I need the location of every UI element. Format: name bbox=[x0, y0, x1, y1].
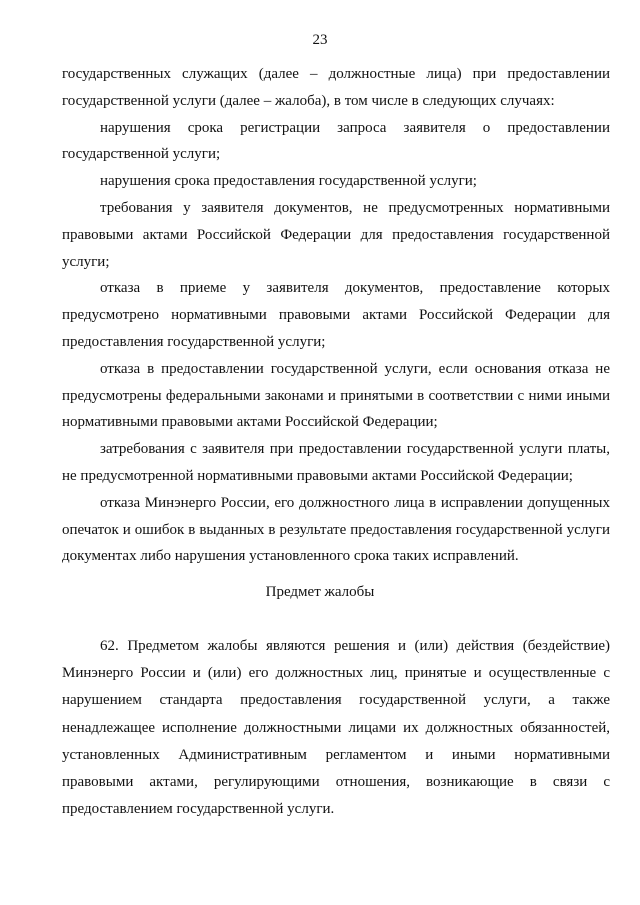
paragraph-continuation: государственных служащих (далее – должностные лица) при предоставлении государственной услуги (далее – жалоба), в том числе в следующих случаях: bbox=[62, 66, 610, 109]
paragraph-case-service-refused: отказа в предоставлении государственной услуги, если основания отказа не предусмотрены федеральными законами и принятыми в соответствии с ними иными нормативными правовыми актами Российской Федерации; bbox=[62, 360, 610, 431]
paragraph-62: 62. Предметом жалобы являются решения и (или) действия (бездействие) Минэнерго России и (или) его должностных лиц, принятые и осуществленные с нарушением стандарта предоставления государственной услуги, а также ненадлежащее исполнение должностными лицами их должностных обязанностей, установленных Административным регламентом и иными нормативными правовыми актами, регулирующими отношения, возникающие в связи с предоставлением государственной услуги. bbox=[62, 638, 610, 818]
page-number: 23 bbox=[312, 32, 328, 48]
paragraph-case-fee-demanded: затребования с заявителя при предоставлении государственной услуги платы, не предусмотренной нормативными правовыми актами Российской Федерации; bbox=[62, 441, 610, 484]
paragraph-case-errors-not-corrected: отказа Минэнерго России, его должностного лица в исправлении допущенных опечаток и ошибок в выданных в результате предоставления государственной услуги документах либо нарушения установленного срока таких исправлений. bbox=[62, 494, 610, 565]
section-text bbox=[62, 633, 610, 823]
paragraph-case-documents-required: требования у заявителя документов, не предусмотренных нормативными правовыми актами Российской Федерации для предоставления государственной услуги; bbox=[62, 199, 610, 270]
paragraph-case-documents-refused: отказа в приеме у заявителя документов, предоставление которых предусмотрено нормативными правовыми актами Российской Федерации для предоставления государственной услуги; bbox=[62, 280, 610, 350]
paragraph-case-registration-deadline: нарушения срока регистрации запроса заявителя о предоставлении государственной услуги; bbox=[62, 119, 610, 163]
section-heading: Предмет жалобы bbox=[265, 584, 375, 600]
paragraph-case-service-deadline: нарушения срока предоставления государственной услуги; bbox=[100, 173, 477, 190]
body-text bbox=[62, 61, 610, 570]
